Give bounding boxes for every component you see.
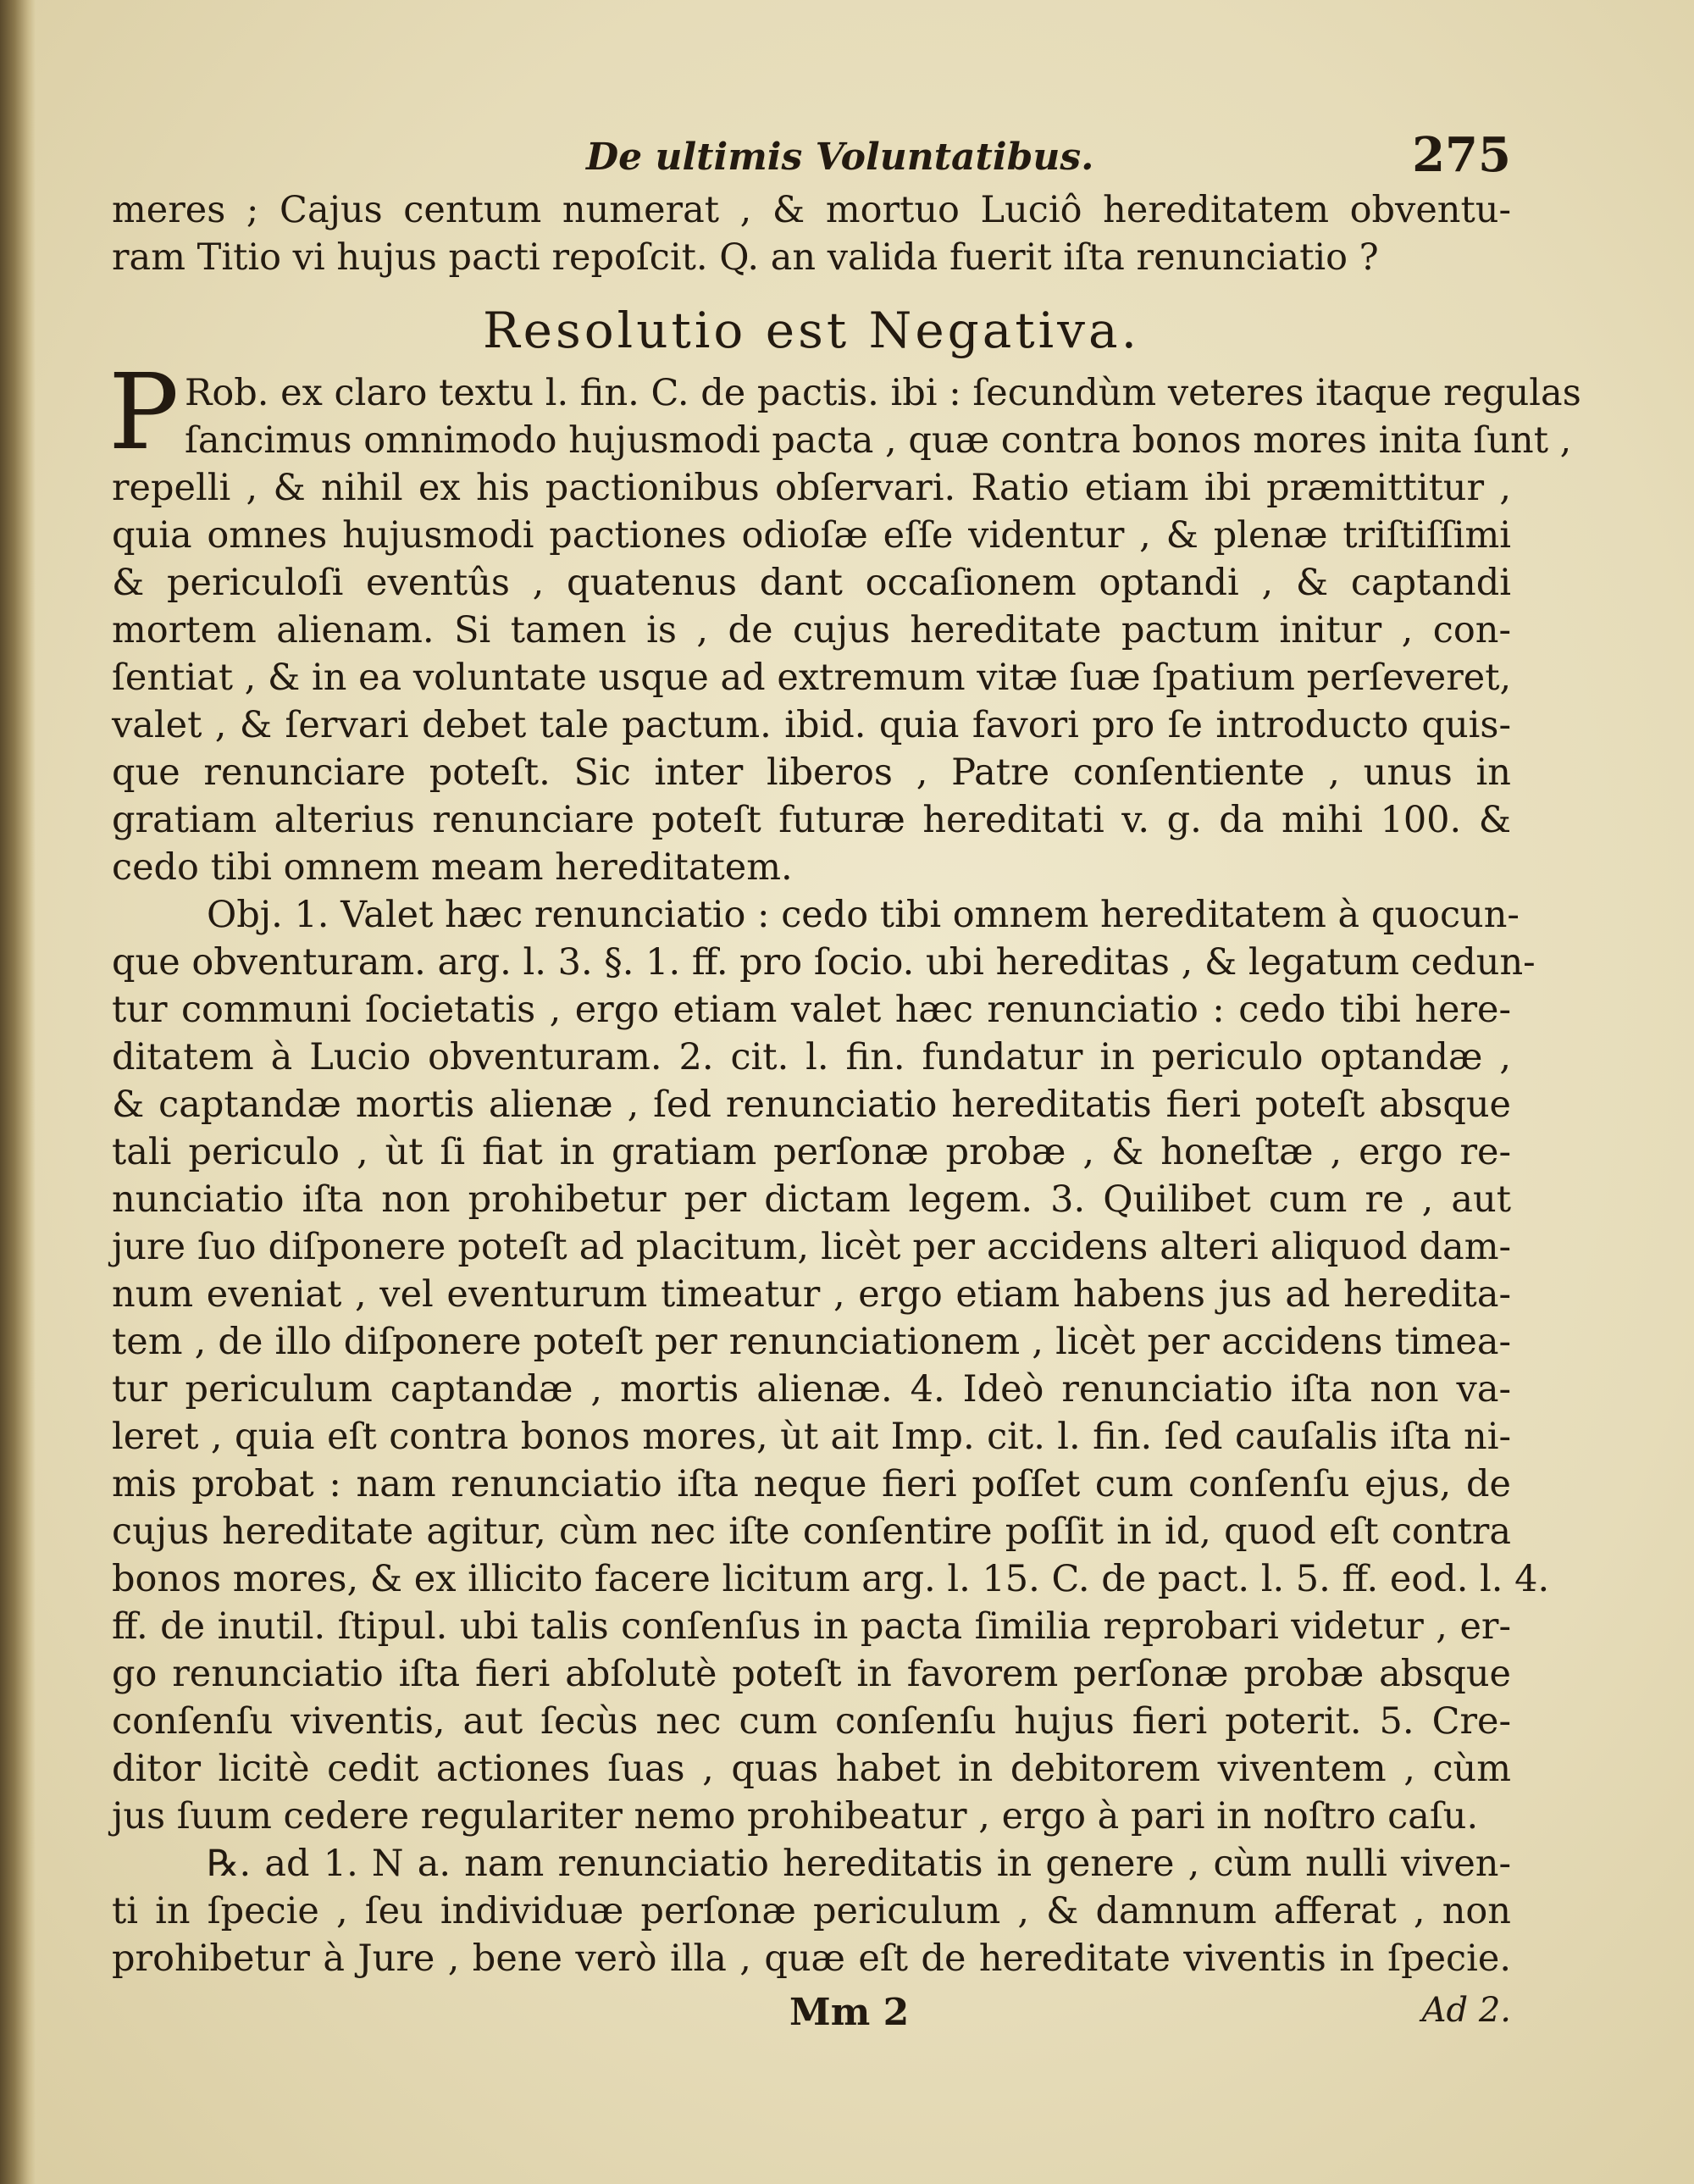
text-line: prohibetur à Jure , bene verò illa , quæ eſt de hereditate viventis in ſpecie. bbox=[112, 1937, 1511, 1980]
text-line: leret , quia eſt contra bonos mores, ùt ait Imp. cit. l. fin. ſed cauſalis iſta ni- bbox=[112, 1416, 1511, 1458]
paragraph-case-statement bbox=[112, 186, 1511, 281]
text-line: jure ſuo diſponere poteſt ad placitum, licèt per accidens alteri aliquod dam- bbox=[112, 1226, 1511, 1268]
text-line: ditor licitè cedit actiones ſuas , quas habet in debitorem viventem , cùm bbox=[112, 1748, 1511, 1790]
text-line: valet , & ſervari debet tale pactum. ibid. quia favori pro ſe introducto quis- bbox=[112, 704, 1511, 746]
text-line: mis probat : nam renunciatio iſta neque fieri poſſet cum conſenſu ejus, de bbox=[112, 1463, 1511, 1505]
text-line: repelli , & nihil ex his pactionibus obſervari. Ratio etiam ibi præmittitur , bbox=[112, 467, 1511, 509]
catchword: Ad 2. bbox=[1421, 1991, 1511, 2030]
text-line: ſancimus omnimodo hujusmodi pacta , quæ contra bonos mores inita ſunt , bbox=[185, 419, 1572, 462]
text-line: & periculoſi eventûs , quatenus dant occaſionem optandi , & captandi bbox=[112, 562, 1511, 604]
book-binding-shadow bbox=[0, 0, 36, 2184]
text-line: num eveniat , vel eventurum timeatur , ergo etiam habens jus ad heredita- bbox=[112, 1273, 1511, 1316]
signature-mark: Mm 2 bbox=[789, 1991, 910, 2034]
text-line: quia omnes hujusmodi pactiones odioſæ eſſe videntur , & plenæ triſtiſſimi bbox=[112, 514, 1511, 557]
text-line: & captandæ mortis alienæ , ſed renunciatio hereditatis fieri poteſt absque bbox=[112, 1084, 1511, 1126]
paragraph-objections bbox=[112, 891, 1550, 1840]
text-line: ti in ſpecie , ſeu individuæ perſonæ periculum , & damnum afferat , non bbox=[112, 1890, 1511, 1932]
text-line: ℞. ad 1. N a. nam renunciatio hereditatis in genere , cùm nulli viven- bbox=[207, 1843, 1511, 1885]
text-line: tem , de illo diſponere poteſt per renunciationem , licèt per accidens timea- bbox=[112, 1321, 1511, 1363]
text-line: cujus hereditate agitur, cùm nec iſte conſentire poſſit in id, quod eſt contra bbox=[112, 1511, 1511, 1553]
page-number: 275 bbox=[1412, 127, 1511, 183]
text-line: cedo tibi omnem meam hereditatem. bbox=[112, 846, 793, 889]
running-head: De ultimis Voluntatibus. bbox=[586, 136, 1094, 179]
text-line: bonos mores, & ex illicito facere licitum arg. l. 15. C. de pact. l. 5. ff. eod. l. 4. bbox=[112, 1558, 1550, 1600]
text-line: que obventuram. arg. l. 3. §. 1. ff. pro ſocio. ubi hereditas , & legatum cedun- bbox=[112, 941, 1536, 984]
text-line: tur periculum captandæ , mortis alienæ. 4. Ideò renunciatio iſta non va- bbox=[112, 1368, 1511, 1411]
text-line: conſenſu viventis, aut ſecùs nec cum conſenſu hujus fieri poterit. 5. Cre- bbox=[112, 1700, 1511, 1743]
text-line: tur communi ſocietatis , ergo etiam valet hæc renunciatio : cedo tibi here- bbox=[112, 989, 1511, 1031]
text-line: ſentiat , & in ea voluntate usque ad extremum vitæ ſuæ ſpatium perſeveret, bbox=[112, 657, 1512, 699]
paragraph-resolution bbox=[108, 352, 1581, 891]
page-footer bbox=[112, 1991, 1511, 2045]
section-heading: Resolutio est Negativa. bbox=[482, 302, 1141, 359]
text-line: nunciatio iſta non prohibetur per dictam legem. 3. Quilibet cum re , aut bbox=[112, 1178, 1511, 1221]
text-line: tali periculo , ùt ſi fiat in gratiam perſonæ probæ , & honeſtæ , ergo re- bbox=[112, 1131, 1511, 1173]
text-line: jus ſuum cedere regulariter nemo prohibeatur , ergo à pari in noſtro caſu. bbox=[112, 1795, 1479, 1838]
page-header bbox=[112, 127, 1511, 186]
drop-cap: P bbox=[108, 352, 180, 474]
text-line: ff. de inutil. ſtipul. ubi talis conſenſus in pacta ſimilia reprobari videtur , er- bbox=[112, 1605, 1511, 1648]
text-line: Obj. 1. Valet hæc renunciatio : cedo tibi omnem hereditatem à quocun- bbox=[207, 894, 1520, 936]
text-line: meres ; Cajus centum numerat , & mortuo Luciô hereditatem obventu- bbox=[112, 189, 1511, 231]
text-line: ditatem à Lucio obventuram. 2. cit. l. fin. fundatur in periculo optandæ , bbox=[112, 1036, 1511, 1078]
text-line: mortem alienam. Si tamen is , de cujus hereditate pactum initur , con- bbox=[112, 609, 1511, 651]
text-line: go renunciatio iſta fieri abſolutè poteſt in favorem perſonæ probæ absque bbox=[112, 1653, 1511, 1695]
text-line: ram Titio vi hujus pacti repoſcit. Q. an valida fuerit iſta renunciatio ? bbox=[112, 236, 1379, 279]
paragraph-response bbox=[112, 1840, 1511, 1982]
text-column bbox=[108, 127, 1581, 2045]
text-line: gratiam alterius renunciare poteſt futuræ hereditati v. g. da mihi 100. & bbox=[112, 799, 1511, 841]
text-line: Rob. ex claro textu l. fin. C. de pactis. ibi : ſecundùm veteres itaque regulas bbox=[185, 372, 1581, 414]
text-line: que renunciare poteſt. Sic inter liberos , Patre conſentiente , unus in bbox=[112, 751, 1511, 794]
